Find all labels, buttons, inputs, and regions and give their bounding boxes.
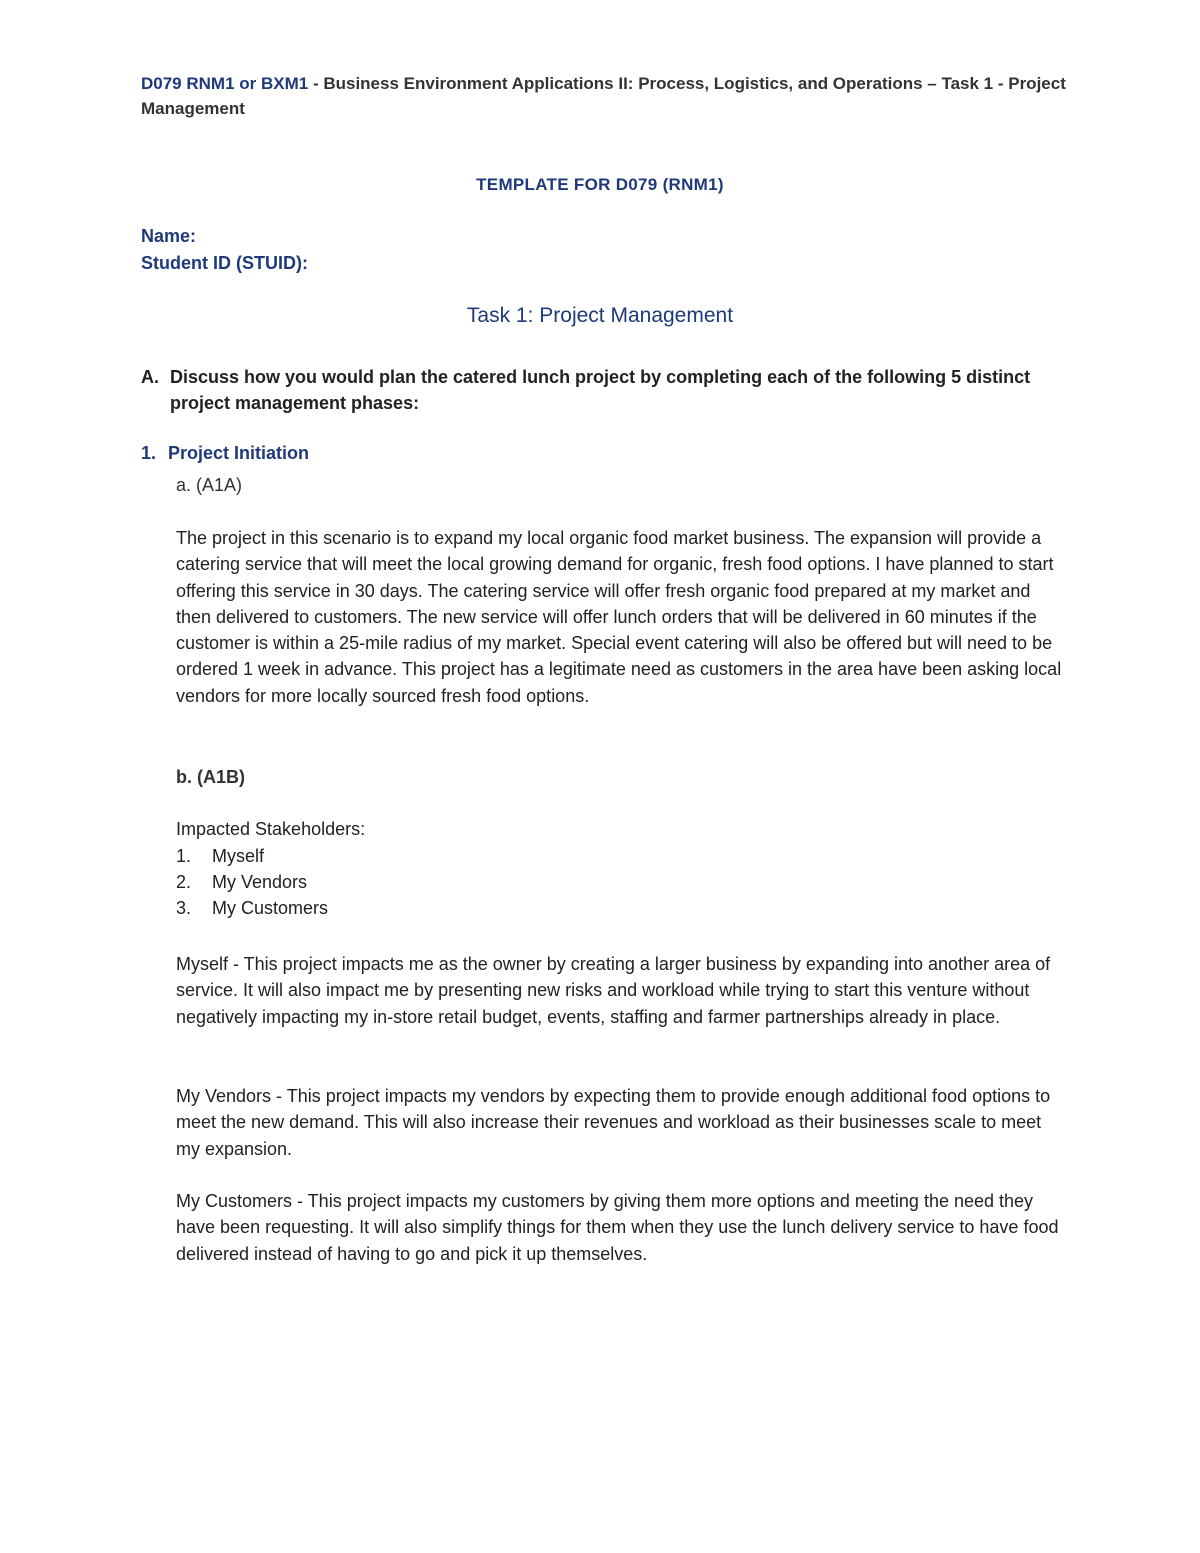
template-title: TEMPLATE FOR D079 (RNM1): [476, 175, 724, 194]
paragraph-myself: [176, 951, 1066, 1030]
list-item-number: 2.: [176, 872, 192, 892]
paragraph-myself-text: Myself - This project impacts me as the owner by creating a larger business by expanding into another area of service. It will also impact me by presenting new risks and workload while trying to start this venture without negatively impacting my in-store retail budget, events, staffing and farmer partnerships already in place.: [176, 954, 1051, 1027]
name-label: Name:: [141, 226, 197, 246]
paragraph-vendors-text: My Vendors - This project impacts my vendors by expecting them to provide enough additional food options to meet the new demand. This will also increase their revenues and workload as their businesses scale to meet my expansion.: [176, 1086, 1051, 1159]
list-item-number: 3.: [176, 898, 192, 918]
paragraph-vendors: [176, 1083, 1066, 1162]
task-title: Task 1: Project Management: [466, 304, 734, 327]
paragraph-customers-text: My Customers - This project impacts my customers by giving them more options and meeting the need they have been requesting. It will also simplify things for them when they use the lunch delivery service to have food delivered instead of having to go and pick it up themselves.: [176, 1191, 1059, 1264]
list-item-number: 1.: [176, 846, 192, 866]
document-header: [141, 71, 1071, 121]
phase-1-title: Project Initiation: [168, 443, 310, 463]
list-item: [176, 898, 328, 919]
list-item: [176, 872, 307, 893]
sub-heading-a1b: b. (A1B): [176, 767, 245, 787]
sub-heading-a1a: a. (A1A): [176, 475, 243, 495]
list-item-text: Myself: [212, 846, 265, 866]
list-item-text: My Customers: [212, 898, 329, 918]
phase-1-heading: [141, 443, 309, 464]
paragraph-customers: [176, 1188, 1066, 1267]
section-a-text: Discuss how you would plan the catered lunch project by completing each of the following 5 distinct project management phases:: [170, 367, 1031, 413]
student-id-label: Student ID (STUID):: [141, 253, 308, 273]
list-item: [176, 846, 264, 867]
paragraph-a1a-text: The project in this scenario is to expand my local organic food market business. The expansion will provide a catering service that will meet the local growing demand for organic, fresh food options. I have planned to start offering this service in 30 days. The catering service will offer fresh organic food prepared at my market and then delivered to customers. The new service will offer lunch orders that will be delivered in 60 minutes if the customer is within a 25-mile radius of my market. Special event catering will also be offered but will need to be ordered 1 week in advance. This project has a legitimate need as customers in the area have been asking local vendors for more locally sourced fresh food options.: [176, 528, 1062, 706]
list-item-text: My Vendors: [212, 872, 308, 892]
phase-1-number: 1.: [141, 443, 157, 463]
section-a-prompt: [141, 364, 1041, 416]
section-a-marker: A.: [141, 367, 159, 387]
stakeholders-label: Impacted Stakeholders:: [176, 819, 366, 839]
paragraph-a1a: [176, 525, 1066, 709]
course-title: - Business Environment Applications II: Process, Logistics, and Operations – Task 1 - Project Management: [141, 74, 1066, 118]
course-code: D079 RNM1 or BXM1: [141, 74, 309, 93]
